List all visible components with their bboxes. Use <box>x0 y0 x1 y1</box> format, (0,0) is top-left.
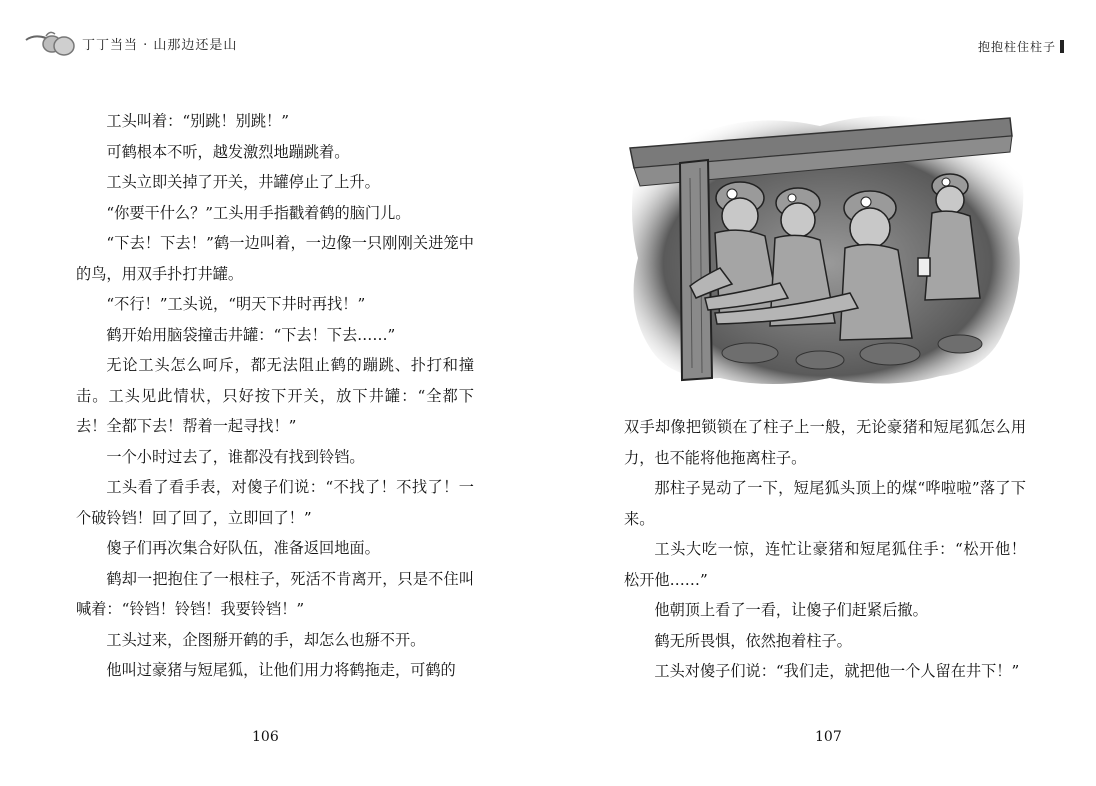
paragraph: 鹤无所畏惧，依然抱着柱子。 <box>654 631 852 650</box>
paragraph: 一个小时过去了，谁都没有找到铃铛。 <box>106 447 365 466</box>
series-title: 丁丁当当 · 山那边还是山 <box>82 37 238 53</box>
paragraph: 工头立即关掉了开关，井罐停止了上升。 <box>106 173 380 191</box>
header-left <box>24 26 237 60</box>
header-bar <box>1060 40 1064 53</box>
paragraph-continued: 双手却像把锁锁在了柱子上一般，无论豪猪和短尾狐怎么用力，也不能将他拖离柱子。 <box>624 418 1026 467</box>
paragraph: 他朝顶上看了一看，让傻子们赶紧后撤。 <box>654 601 928 619</box>
chapter-title: 抱抱柱住柱子 <box>977 40 1056 54</box>
paragraph: 傻子们再次集合好队伍，准备返回地面。 <box>106 539 380 557</box>
paragraph: “不行！”工头说，“明天下井时再找！” <box>106 295 366 313</box>
mine-tunnel-miners-illustration-icon <box>620 108 1030 390</box>
left-page-text <box>76 106 474 686</box>
right-page-text <box>624 412 1026 687</box>
paragraph: 工头叫着：“别跳！别跳！” <box>106 112 289 130</box>
paragraph: “下去！下去！”鹤一边叫着，一边像一只刚刚关进笼中的鸟，用双手扑打井罐。 <box>76 234 474 283</box>
paragraph: 可鹤根本不听，越发激烈地蹦跳着。 <box>106 142 350 161</box>
paragraph: 无论工头怎么呵斥，都无法阻止鹤的蹦跳、扑打和撞击。工头见此情状，只好按下开关，放下井罐：“全都下去！全都下去！帮着一起寻找！” <box>76 356 474 435</box>
paragraph: 工头对傻子们说：“我们走，就把他一个人留在井下！” <box>654 662 1020 680</box>
paragraph: 鹤开始用脑袋撞击井罐：“下去！下去……” <box>106 325 396 344</box>
gourd-logo-icon <box>24 26 76 60</box>
paragraph: “你要干什么？”工头用手指戳着鹤的脑门儿。 <box>106 203 411 222</box>
paragraph: 工头过来，企图掰开鹤的手，却怎么也掰不开。 <box>106 630 426 649</box>
paragraph: 工头大吃一惊，连忙让豪猪和短尾狐住手：“松开他！松开他……” <box>624 540 1026 589</box>
paragraph: 鹤却一把抱住了一根柱子，死活不肯离开，只是不住叫喊着：“铃铛！铃铛！我要铃铛！” <box>76 569 474 618</box>
paragraph: 工头看了看手表，对傻子们说：“不找了！不找了！一个破铃铛！回了回了，立即回了！” <box>76 478 474 527</box>
paragraph: 那柱子晃动了一下，短尾狐头顶上的煤“哗啦啦”落了下来。 <box>624 479 1026 528</box>
page-number-right: 107 <box>815 729 842 745</box>
page-number-left: 106 <box>252 729 279 745</box>
header-right <box>978 38 1064 55</box>
paragraph: 他叫过豪猪与短尾狐，让他们用力将鹤拖走，可鹤的 <box>106 661 456 679</box>
